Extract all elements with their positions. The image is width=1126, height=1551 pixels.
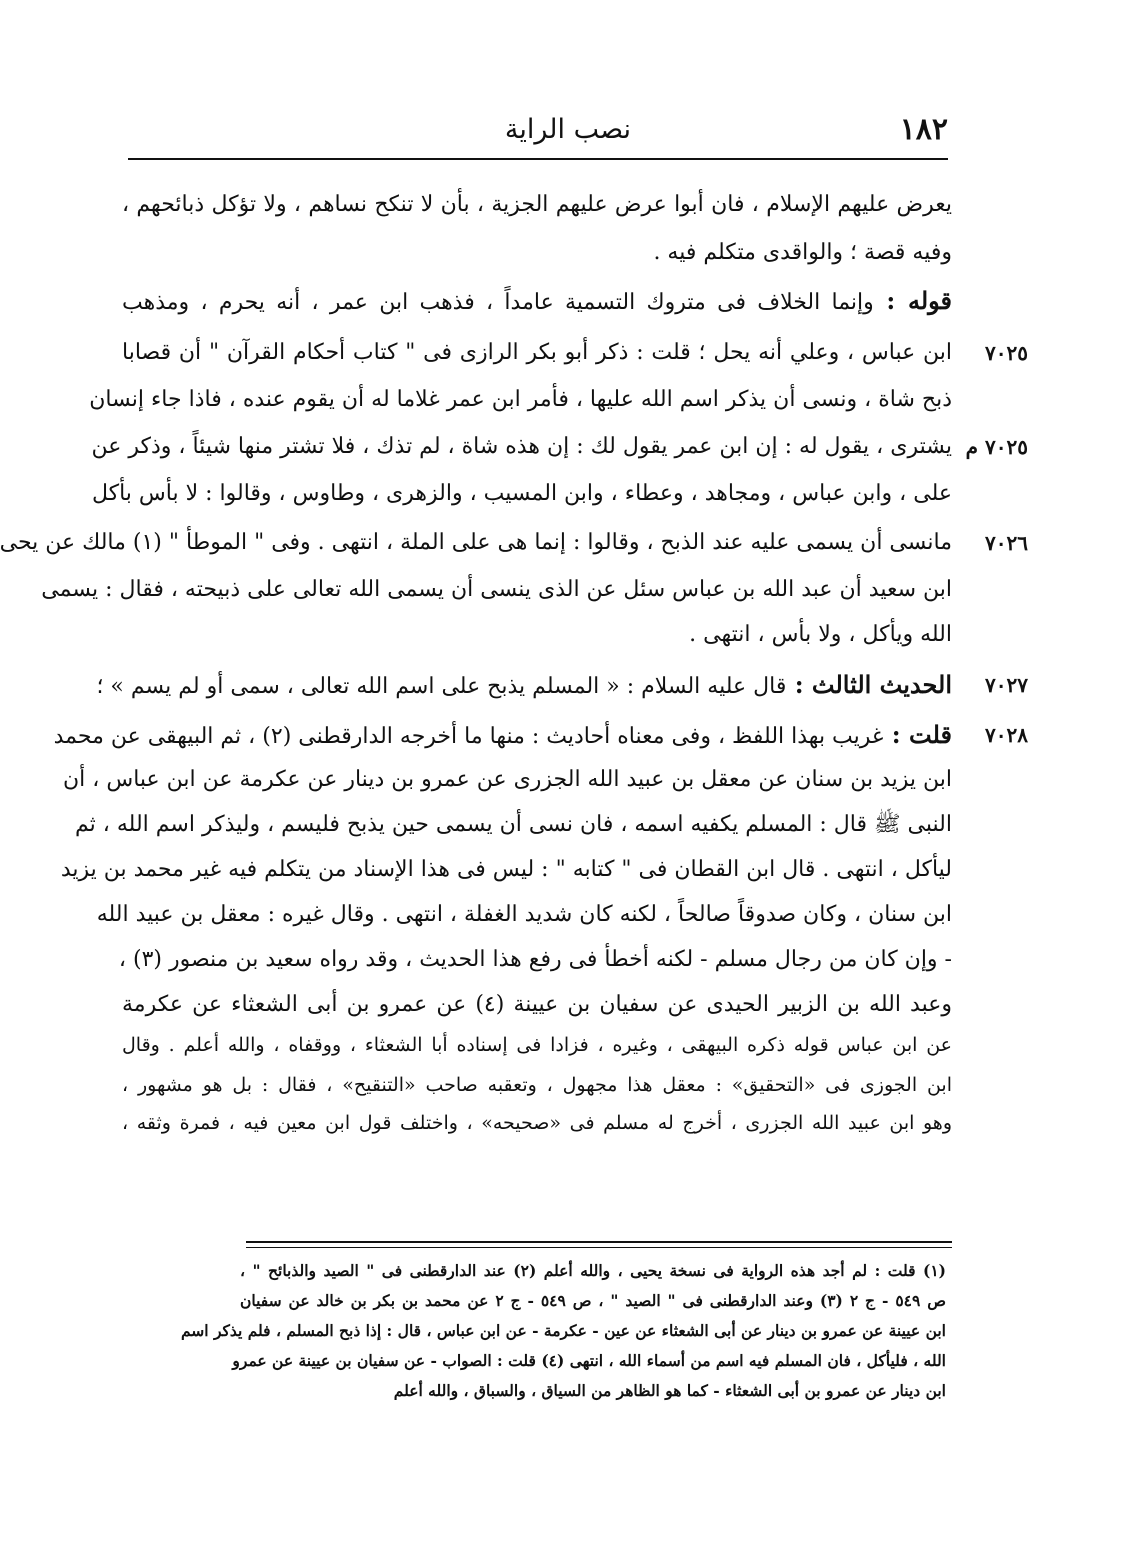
line-text: وعبد الله بن الزبير الحيدى عن سفيان بن عيينة (٤) عن عمرو بن أبى الشعثاء عن عكرمة: [122, 992, 952, 1017]
line-text: وإنما الخلاف فى متروك التسمية عامداً ، فذهب ابن عمر ، أنه يحرم ، ومذهب: [122, 290, 874, 315]
hadith-number: ٧٠٢٧: [985, 673, 1028, 697]
line-text: ابن عباس ، وعلي أنه يحل ؛ قلت : ذكر أبو بكر الرازى فى " كتاب أحكام القرآن " أن قصابا: [122, 340, 953, 365]
body-line: [122, 281, 952, 323]
line-text: الله ويأكل ، ولا بأس ، انتهى .: [689, 622, 952, 647]
body-line: [96, 895, 952, 935]
line-text: ابن الجوزى فى «التحقيق» : معقل هذا مجهول ، وتعقبه صاحب «التنقيح» ، فقال : بل هو مشهور ،: [122, 1074, 952, 1096]
page-header: [128, 108, 948, 154]
body-line: [89, 380, 952, 420]
line-text: وفيه قصة ؛ والواقدى متكلم فيه .: [653, 240, 952, 265]
body-line: [0, 523, 1028, 563]
body-line: [62, 760, 952, 800]
body-line: [60, 850, 952, 890]
body-line: [96, 665, 1028, 707]
body-line: [122, 233, 952, 273]
page-number: ١٨٢: [899, 112, 948, 147]
body-line: [122, 1025, 952, 1065]
hadith-number: ٧٠٢٦: [985, 531, 1028, 555]
footnote-separator: [246, 1241, 952, 1243]
body-line: [91, 474, 952, 514]
body-line: [122, 1065, 952, 1105]
hadith-number: ٧٠٢٨: [985, 723, 1028, 747]
line-text: ابن سعيد أن عبد الله بن عباس سئل عن الذى ينسى أن يسمى الله تعالى على ذبيحته ، فقال : يسمى: [41, 577, 952, 602]
line-text: يشترى ، يقول له : إن ابن عمر يقول لك : إن هذه شاة ، لم تذك ، فلا تشتر منها شيئاً ، وذكر عن: [91, 434, 952, 459]
body-line: [122, 1103, 952, 1143]
line-text: مانسى أن يسمى عليه عند الذبح ، وقالوا : إنما هى على الملة ، انتهى . وفى " الموطأ " (١) مالك عن يحى: [0, 530, 952, 555]
line-text: وهو ابن عبيد الله الجزرى ، أخرج له مسلم فى «صحيحه» ، واختلف قول ابن معين فيه ، فمرة وثقه ،: [122, 1112, 952, 1134]
lead-word: قلت :: [883, 720, 952, 749]
line-text: - وإن كان من رجال مسلم - لكنه أخطأ فى رفع هذا الحديث ، وقد رواه سعيد بن منصور (٣) ،: [118, 947, 952, 972]
line-text: على ، وابن عباس ، ومجاهد ، وعطاء ، وابن المسيب ، والزهرى ، وطاوس ، وقالوا : لا بأس بأكل: [91, 481, 952, 506]
line-text: ليأكل ، انتهى . قال ابن القطان فى " كتابه " : ليس فى هذا الإسناد من يتكلم فيه غير محمد بن يزيد: [60, 857, 952, 882]
footnote-line: ص ٥٤٩ - ج ٢ (٣) وعند الدارقطنى فى " الصيد " ، ص ٥٤٩ - ج ٢ عن محمد بن بكر بن خالد عن سفيان: [240, 1291, 947, 1310]
footnote-line: الله ، فليأكل ، فان المسلم فيه اسم من أسماء الله ، انتهى (٤) قلت : الصواب - عن سفيان بن عيينة عن عمرو: [232, 1351, 946, 1370]
header-rule: [128, 158, 948, 160]
line-text: يعرض عليهم الإسلام ، فان أبوا عرض عليهم الجزية ، بأن لا تنكح نساهم ، ولا تؤكل ذبائحهم ،: [122, 192, 952, 217]
line-text: قال عليه السلام : « المسلم يذبح على اسم الله تعالى ، سمى أو لم يسم » ؛: [96, 674, 787, 699]
body-line: [118, 940, 952, 980]
footnote-line: ابن عيينة عن عمرو بن دينار عن أبى الشعثاء عن عين - عكرمة - عن ابن عباس ، قال : إذا ذبح المسلم ، فلم يذكر اسم: [180, 1321, 946, 1340]
footnote-line: (١) قلت : لم أجد هذه الرواية فى نسخة يحيى ، والله أعلم (٢) عند الدارقطنى فى " الصيد والذبائح " ،: [240, 1261, 947, 1280]
line-text: ابن سنان ، وكان صدوقاً صالحاً ، لكنه كان شديد الغفلة ، انتهى . وقال غيره : معقل بن عبيد الله: [96, 902, 952, 927]
hadith-number: ٧٠٢٥: [985, 341, 1028, 365]
body-line: [122, 615, 952, 655]
body-line: [75, 805, 952, 845]
line-text: ابن يزيد بن سنان عن معقل بن عبيد الله الجزرى عن عمرو بن دينار عن عكرمة عن ابن عباس ، أن: [62, 767, 952, 792]
body-line: [122, 985, 952, 1025]
body-line: [122, 333, 1028, 373]
body-line: [91, 427, 1028, 467]
footnote-line: ابن دينار عن عمرو بن أبى الشعثاء - كما هو الظاهر من السياق ، والسباق ، والله أعلم: [393, 1381, 946, 1400]
line-text: النبى ﷺ قال : المسلم يكفيه اسمه ، فان نسى أن يسمى حين يذبح فليسم ، وليذكر اسم الله ، ثم: [75, 812, 952, 837]
lead-word: الحديث الثالث :: [786, 670, 952, 699]
hadith-number: ٧٠٢٥ م: [965, 435, 1028, 459]
line-text: عن ابن عباس قوله ذكره البيهقى ، وغيره ، فزادا فى إسناده أبا الشعثاء ، ووقفاه ، والله أعلم . وقال: [122, 1034, 952, 1056]
line-text: غريب بهذا اللفظ ، وفى معناه أحاديث : منها ما أخرجه الدارقطنى (٢) ، ثم البيهقى عن محمد: [53, 724, 884, 749]
body-line: [53, 715, 1028, 757]
line-text: ذبح شاة ، ونسى أن يذكر اسم الله عليها ، فأمر ابن عمر غلاما له أن يقوم عنده ، فاذا جاء إنسان: [89, 387, 952, 412]
footnote-separator-thin: [246, 1247, 952, 1248]
lead-word: قوله :: [873, 286, 952, 315]
running-title: نصب الراية: [504, 114, 632, 145]
body-line: [41, 570, 952, 610]
body-line: [122, 185, 952, 225]
